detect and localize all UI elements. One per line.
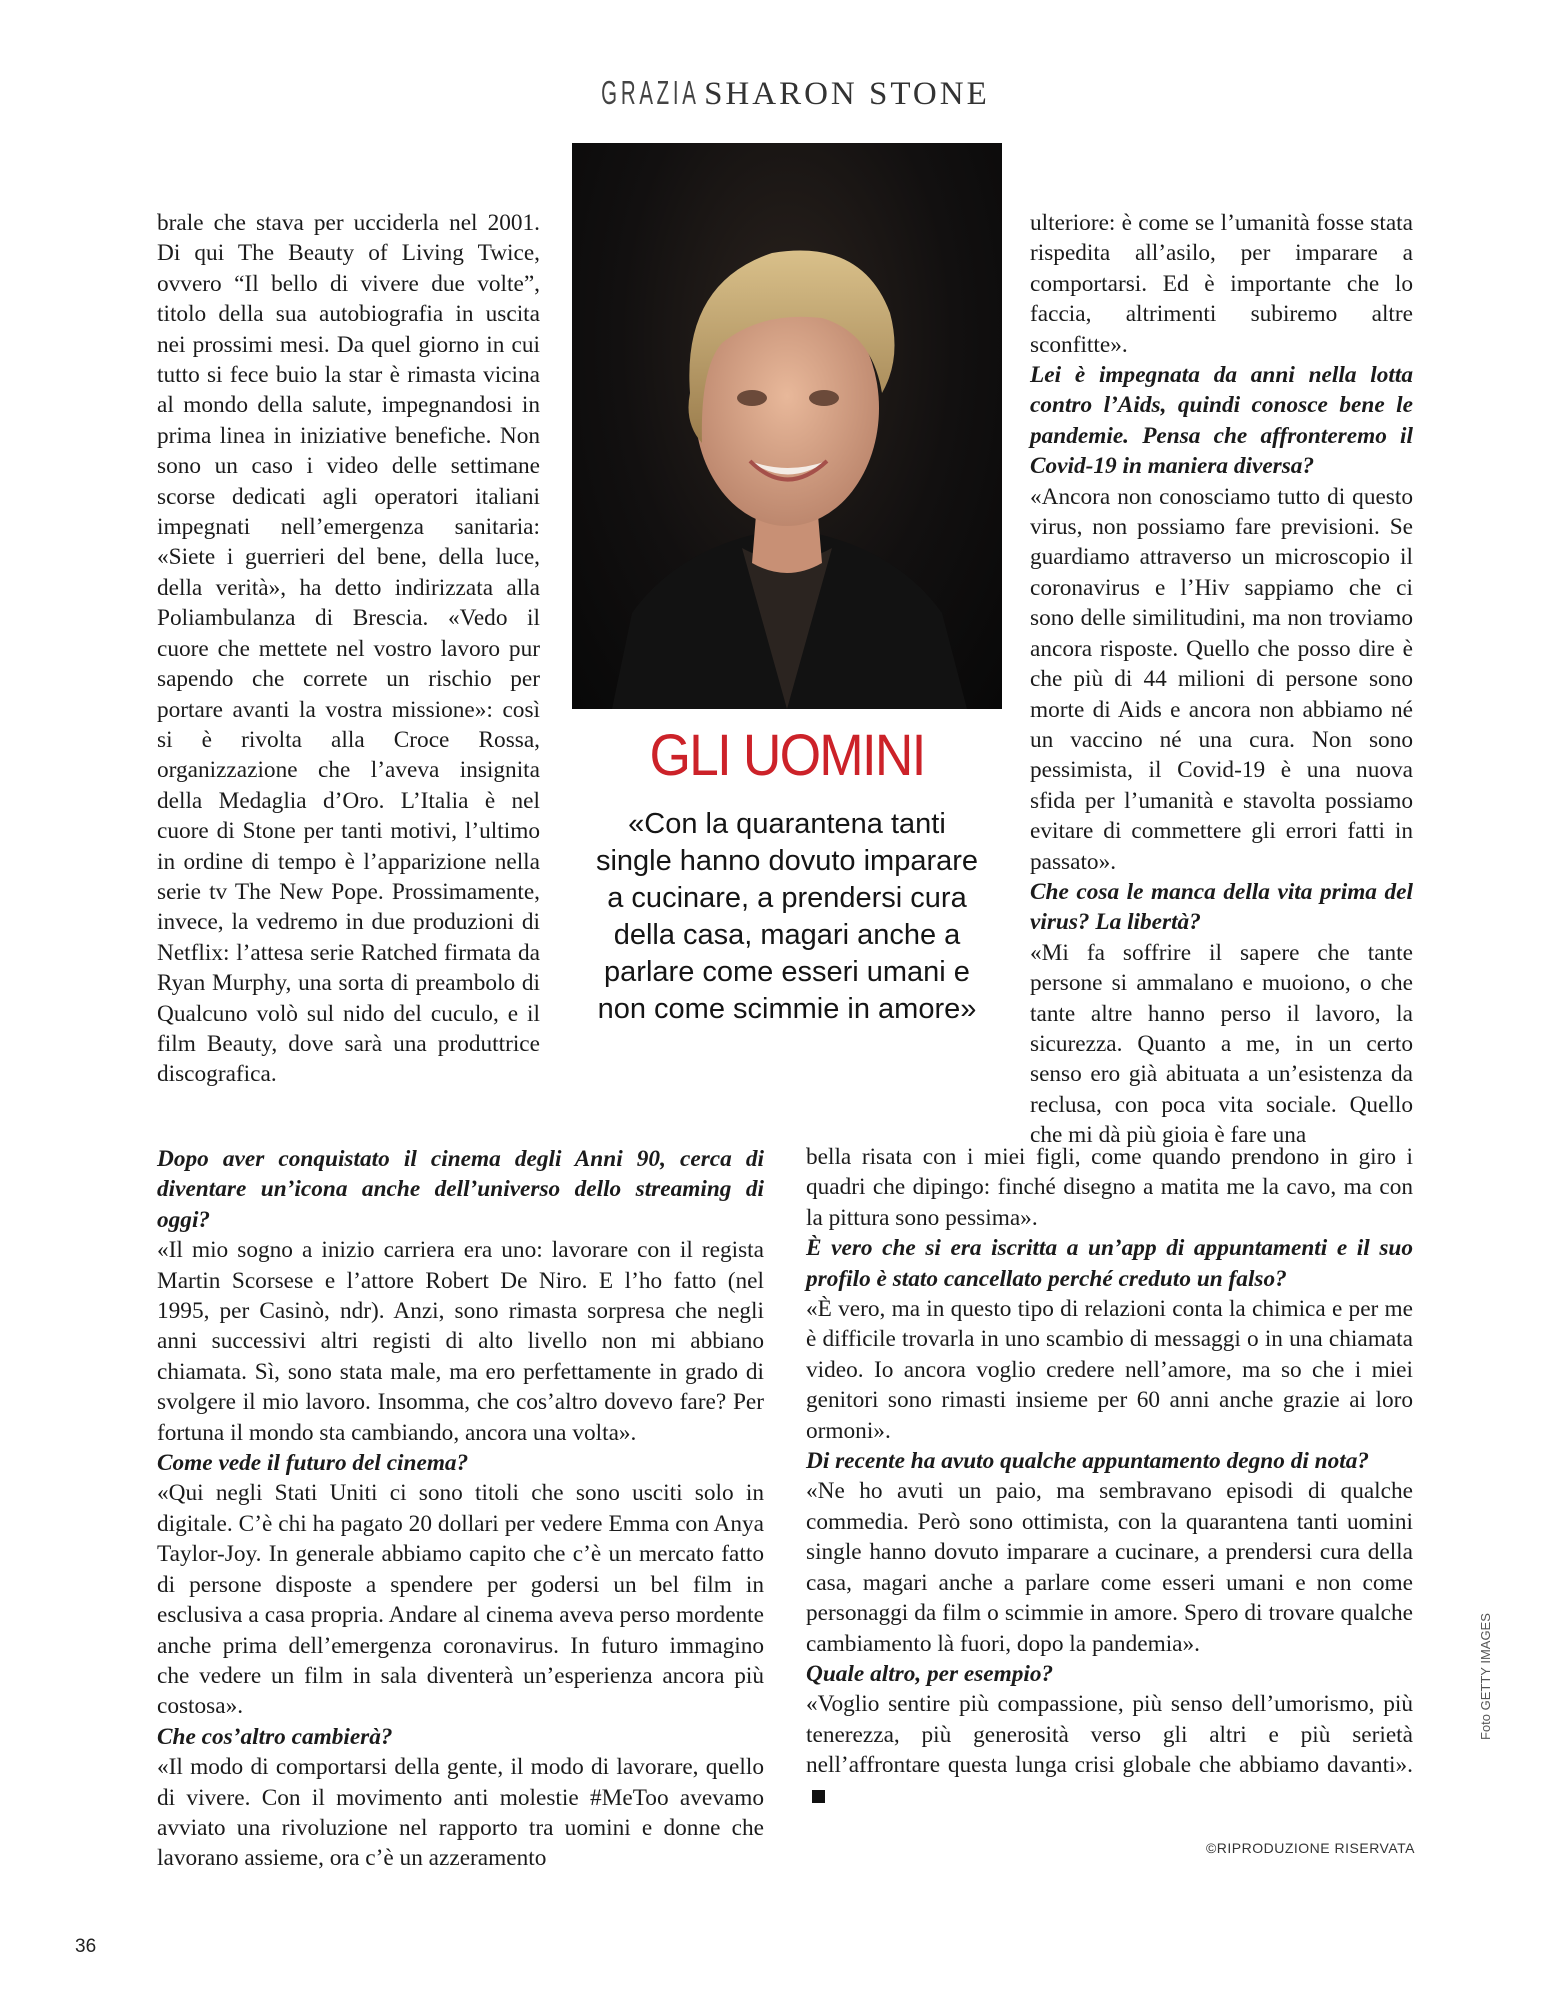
answer-paragraph: ulteriore: è come se l’umanità fosse stata rispedita all’asilo, per imparare a comportarsi. Ed è importante che lo faccia, altrimenti subiremo altre sconfitte». [1030, 210, 1413, 358]
answer-paragraph: «Qui negli Stati Uniti ci sono titoli che sono usciti solo in digitale. C’è chi ha pagato 20 dollari per vedere Emma con Anya Taylor-Joy. In generale abbiamo capito che c’è un mercato fatto di persone disposte a spendere per godersi un bel film in esclusiva a casa propria. Andare al cinema aveva perso mordente anche prima dell’emergenza coronavirus. In futuro immagino che vedere un film in sala diventerà un’esperienza ancora più costosa». [157, 1480, 764, 1720]
question-heading: Lei è impegnata da anni nella lotta contro l’Aids, quindi conosce bene le pandemie. Pensa che affronteremo il Covid-19 in maniera diversa? [1030, 362, 1413, 480]
answer-paragraph: «Ancora non conosciamo tutto di questo virus, non possiamo fare previsioni. Se guardiamo attraverso un microscopio il coronavirus e l’Hiv sappiamo che ci sono delle similitudini, ma non troviamo ancora risposte. Quello che posso dire è che più di 44 milioni di persone sono morte di Aids e ancora non abbiamo né un vaccino né una cura. Non sono pessimista, il Covid-19 è una nuova sfida per l’umanità e stavolta possiamo evitare di commettere gli errori fatti in passato». [1030, 483, 1413, 875]
column-right-bottom [806, 1142, 1413, 1811]
question-heading: Di recente ha avuto qualche appuntamento degno di nota? [806, 1448, 1370, 1475]
answer-paragraph: «Ne ho avuti un paio, ma sembravano episodi di qualche commedia. Però sono ottimista, con la quarantena tanti uomini single hanno dovuto imparare a cucinare, a prendersi cura della casa, magari anche a parlare come esseri umani e non come personaggi da film o scimmie in amore. Spero di trovare qualche cambiamento là fuori, dopo la pandemia». [806, 1478, 1413, 1657]
page-header [0, 74, 1561, 113]
question-heading: Come vede il futuro del cinema? [157, 1450, 469, 1477]
answer-paragraph [806, 1689, 1413, 1811]
portrait-illustration [572, 143, 1002, 709]
question-heading: Quale altro, per esempio? [806, 1660, 1054, 1687]
copyright-notice: ©RIPRODUZIONE RISERVATA [1205, 1840, 1415, 1856]
question-heading: Che cosa le manca della vita prima del virus? La libertà? [1030, 878, 1413, 936]
pull-quote-title: GLI UOMINI [649, 723, 925, 788]
column-left-top [157, 208, 540, 1090]
final-answer-text: «Voglio sentire più compassione, più senso dell’umorismo, più tenerezza, più generosità verso gli altri e più serietà nell’affrontare questa lunga crisi globale che abbiamo davanti». [806, 1691, 1413, 1779]
answer-paragraph: «Mi fa soffrire il sapere che tante persone si ammalano e muoiono, o che tante altre hanno perso il lavoro, la sicurezza. Quanto a me, in un certo senso ero già abituata a un’esistenza da reclusa, con poca vita sociale. Quello che mi dà più gioia è fare una [1030, 939, 1413, 1149]
column-left-bottom [157, 1144, 764, 1874]
question-heading: È vero che si era iscritta a un’app di appuntamenti e il suo profilo è stato cancellato perché creduto un falso? [806, 1235, 1413, 1292]
column-right-top [1030, 208, 1413, 1151]
answer-paragraph: «Il modo di comportarsi della gente, il modo di lavorare, quello di vivere. Con il movimento anti molestie #MeToo avevamo avviato una rivoluzione nel rapporto tra uomini e donne che lavorano assieme, ora c’è un azzeramento [157, 1754, 764, 1872]
answer-paragraph: «Il mio sogno a inizio carriera era uno: lavorare con il regista Martin Scorsese e l’attore Robert De Niro. E l’ho fatto (nel 1995, per Casinò, ndr). Anzi, sono rimasta sorpresa che negli anni successivi altri registi di alto livello non mi abbiano chiamata. Sì, sono stata male, ma ero perfettamente in grado di svolgere il mio lavoro. Insomma, che cos’altro dovevo fare? Per fortuna il mondo sta cambiando, ancora una volta». [157, 1237, 764, 1446]
page-number: 36 [75, 1936, 97, 1957]
paragraph-left-top: brale che stava per ucciderla nel 2001. Di qui The Beauty of Living Twice, ovvero “Il bello di vivere due volte”, titolo della sua autobiografia in uscita nei prossimi mesi. Da quel giorno in cui tutto si fece buio la star è rimasta vicina al mondo della salute, impegnandosi in prima linea in iniziative benefiche. Non sono un caso i video delle settimane scorse dedicati agli operatori italiani impegnati nell’emergenza sanitaria: «Siete i guerrieri del bene, della luce, della verità», ha detto indirizzata alla Poliambulanza di Brescia. «Vedo il cuore che mettete nel vostro lavoro pur sapendo che correte un rischio per portare avanti la vostra missione»: così si è rivolta alla Croce Rossa, organizzazione che l’aveva insignita della Medaglia d’Oro. L’Italia è nel cuore di Stone per tanti motivi, l’ultimo in ordine di tempo è l’apparizione nella serie tv The New Pope. Prossimamente, invece, la vedremo in due produzioni di Netflix: l’attesa serie Ratched firmata da Ryan Murphy, una sorta di preambolo di Qualcuno volò sul nido del cuculo, e il film Beauty, dove sarà una produttrice discografica. [157, 210, 540, 1088]
photo-credit: Foto GETTY IMAGES [1478, 1613, 1493, 1740]
pull-quote-text: «Con la quarantena tanti single hanno dovuto imparare a cucinare, a prendersi cura della casa, magari anche a parlare come esseri umani e non come scimmie in amore» [595, 808, 979, 1025]
article-subject: SHARON STONE [704, 76, 990, 112]
end-of-article-mark [812, 1790, 825, 1803]
portrait-photo [572, 143, 1002, 709]
answer-paragraph: bella risata con i miei figli, come quando prendono in giro i quadri che dipingo: finché disegno a matita me la cavo, ma con la pittura sono pessima». [806, 1144, 1413, 1231]
question-heading: Che cos’altro cambierà? [157, 1723, 393, 1750]
question-heading: Dopo aver conquistato il cinema degli Anni 90, cerca di diventare un’icona anche dell’universo dello streaming di oggi? [157, 1146, 764, 1233]
magazine-brand: GRAZIA [601, 74, 700, 111]
answer-paragraph: «È vero, ma in questo tipo di relazioni conta la chimica e per me è difficile trovarla in uno scambio di messaggi o in una chiamata video. Io ancora voglio credere nell’amore, ma so che i miei genitori sono rimasti insieme per 60 anni anche grazie ai loro ormoni». [806, 1296, 1413, 1444]
